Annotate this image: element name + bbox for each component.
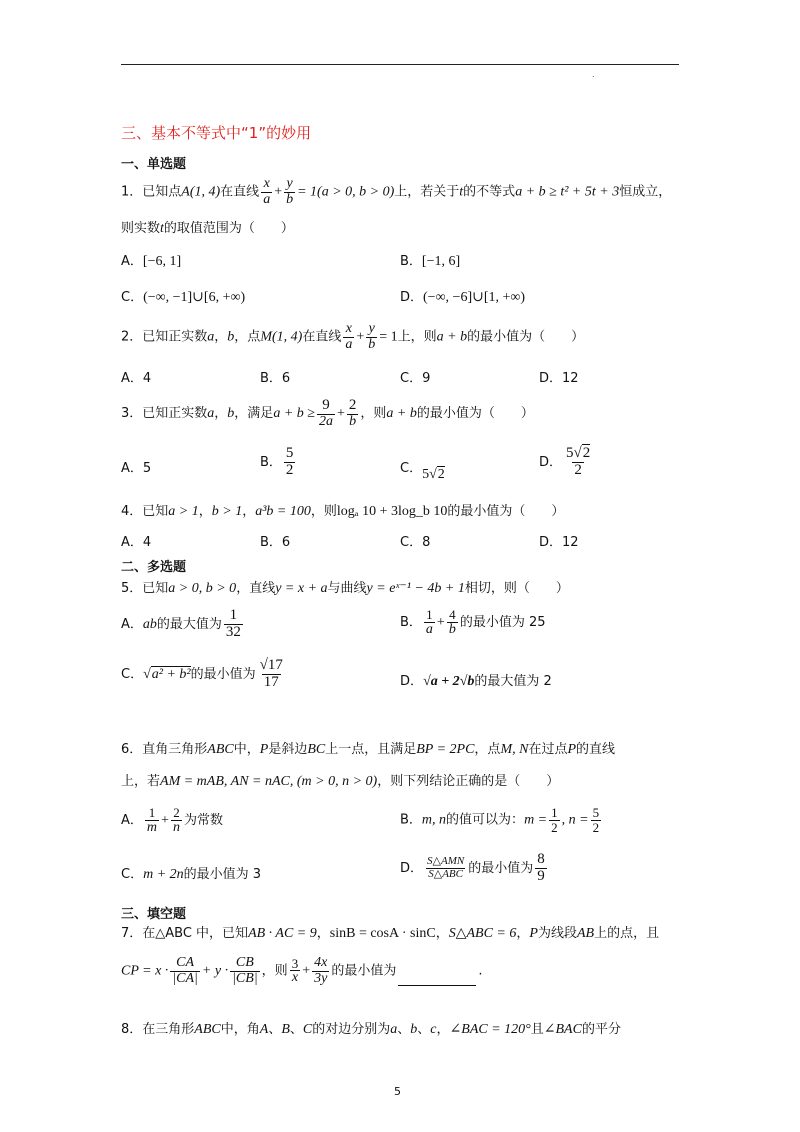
question-6-line-1: 6．直角三角形ABC中，P是斜边BC上一点，且满足BP = 2PC，点M, N在过点P的直线 bbox=[121, 742, 616, 757]
q2-option-b[interactable]: B．6 bbox=[260, 371, 291, 386]
heading-multi-choice: 二、多选题 bbox=[121, 560, 187, 575]
header-rule bbox=[121, 64, 679, 65]
q1-option-a[interactable]: A．[−6, 1] bbox=[121, 254, 182, 269]
q1-option-d[interactable]: D．(−∞, −6]∪[1, +∞) bbox=[400, 290, 526, 305]
question-2: 2．已知正实数a，b，点M(1, 4)在直线 $\frac{x}{a}$ + $\frac{y}{b}$ = 1上，则a + b的最小值为（ ） bbox=[121, 321, 585, 352]
heading-single-choice: 一、单选题 bbox=[121, 157, 187, 172]
q6-option-a[interactable]: A． $\frac{1}{m}$ + $\frac{2}{n}$ 为常数 bbox=[121, 805, 223, 835]
q2-option-c[interactable]: C．9 bbox=[400, 371, 431, 386]
question-8: 8．在三角形ABC中，角A、B、C的对边分别为a、b、c，∠BAC = 120°且∠BAC的平分 bbox=[121, 1022, 621, 1037]
question-4: 4．已知a > 1，b > 1，a³b = 100，则logₐ 10 + 3log_b 10的最小值为（ ） bbox=[121, 504, 565, 519]
question-1-line-2: 则实数t的取值范围为（ ） bbox=[121, 221, 294, 236]
q4-option-c[interactable]: C．8 bbox=[400, 535, 431, 550]
q6-option-d[interactable]: D． $\frac{\text{S△AMN}}{\text{S△ABC}}$ 的最小值为 $\frac{8}{9}$ bbox=[400, 851, 545, 884]
question-3: 3．已知正实数a，b，满足a + b ≥ $\frac{9}{2a}$ + $\frac{2}{b}$ ，则a + b的最小值为（ ） bbox=[121, 397, 534, 429]
header-dot: . bbox=[592, 70, 595, 79]
q2-option-a[interactable]: A．4 bbox=[121, 371, 152, 386]
question-7-line-2: CP = x · $\frac{CA}{|CA|}$ + y · $\frac{CB}{|CB|}$ ，则 $\frac{3}{x}$ + $\frac{4x}{3y}$ 的最小值为 . bbox=[121, 955, 483, 986]
section-title: 三、基本不等式中“1”的妙用 bbox=[121, 124, 312, 142]
q4-option-d[interactable]: D．12 bbox=[539, 535, 579, 550]
q3-option-a[interactable]: A．5 bbox=[121, 461, 152, 476]
q4-option-a[interactable]: A．4 bbox=[121, 535, 152, 550]
q2-option-d[interactable]: D．12 bbox=[539, 371, 579, 386]
page-number: 5 bbox=[394, 1085, 401, 1098]
q6-option-c[interactable]: C．m + 2n的最小值为 3 bbox=[121, 867, 262, 882]
q5-option-a[interactable]: A．ab的最大值为 $\frac{1}{32}$ bbox=[121, 607, 241, 640]
q5-option-d[interactable]: D．√a + 2√b的最大值为 2 bbox=[400, 674, 552, 689]
question-5: 5．已知a > 0, b > 0，直线y = x + a与曲线y = eˣ⁻¹ − 4b + 1相切，则（ ） bbox=[121, 581, 569, 596]
answer-blank[interactable] bbox=[398, 985, 476, 986]
q5-option-c[interactable]: C．√a² + b²的最小值为 $\frac{√17}{17}$ bbox=[121, 657, 283, 690]
heading-fill-in: 三、填空题 bbox=[121, 907, 187, 922]
q3-option-b[interactable]: B． $\frac{5}{2}$ bbox=[260, 445, 294, 478]
q1-option-c[interactable]: C．(−∞, −1]∪[6, +∞) bbox=[121, 290, 246, 305]
q3-option-d[interactable]: D． $\frac{5√2}{2}$ bbox=[539, 445, 591, 478]
q4-option-b[interactable]: B．6 bbox=[260, 535, 291, 550]
question-6-line-2: 上，若AM = mAB, AN = nAC, (m > 0, n > 0)，则下列结论正确的是（ ） bbox=[121, 774, 560, 789]
q6-option-b[interactable]: B．m, n的值可以为：m = $\frac{1}{2}$ , n = $\frac{5}{2}$ bbox=[400, 805, 600, 835]
q1-option-b[interactable]: B．[−1, 6] bbox=[400, 254, 461, 269]
q3-option-c[interactable]: C．5√2 bbox=[400, 461, 445, 482]
question-1-line-1: 1．已知点A(1, 4)在直线 $\frac{x}{a}$ + $\frac{y}{b}$ = 1(a > 0, b > 0)上，若关于t的不等式a + b ≥ t² + 5t + 3恒成立， bbox=[121, 176, 672, 207]
q5-option-b[interactable]: B． $\frac{1}{a}$ + $\frac{4}{b}$ 的最小值为 25 bbox=[400, 607, 546, 637]
question-7-line-1: 7．在△ABC 中，已知AB · AC = 9，sinB = cosA · sinC，S△ABC = 6，P为线段AB上的点，且 bbox=[121, 926, 660, 941]
